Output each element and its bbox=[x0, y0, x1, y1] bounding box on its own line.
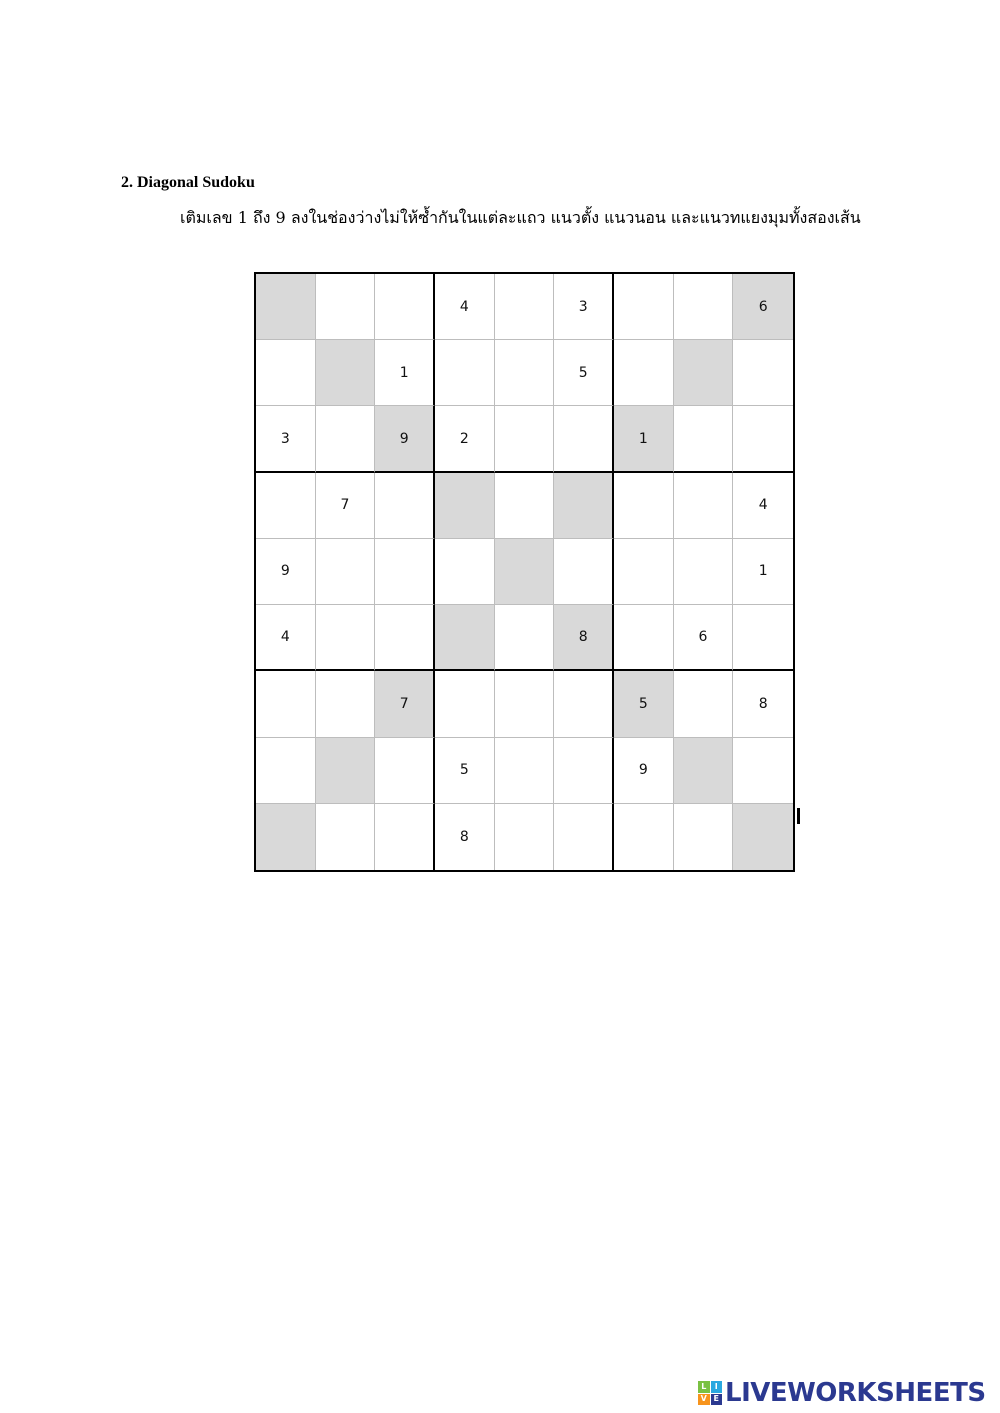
sudoku-cell-r1-c2[interactable] bbox=[316, 274, 376, 340]
sudoku-cell-r2-c8[interactable] bbox=[674, 340, 734, 406]
sudoku-cell-r5-c6[interactable] bbox=[554, 539, 614, 605]
sudoku-cell-r9-c7[interactable] bbox=[614, 804, 674, 870]
logo-mark-letter: E bbox=[711, 1394, 723, 1406]
sudoku-cell-r6-c6: 8 bbox=[554, 605, 614, 671]
sudoku-cell-r6-c8: 6 bbox=[674, 605, 734, 671]
sudoku-cell-r6-c3[interactable] bbox=[375, 605, 435, 671]
sudoku-cell-r2-c5[interactable] bbox=[495, 340, 555, 406]
sudoku-cell-r4-c2: 7 bbox=[316, 473, 376, 539]
sudoku-cell-r6-c4[interactable] bbox=[435, 605, 495, 671]
logo-mark-letter: L bbox=[698, 1381, 710, 1393]
sudoku-cell-r7-c6[interactable] bbox=[554, 671, 614, 737]
sudoku-cell-r8-c5[interactable] bbox=[495, 738, 555, 804]
sudoku-cell-r4-c8[interactable] bbox=[674, 473, 734, 539]
sudoku-cell-r9-c8[interactable] bbox=[674, 804, 734, 870]
sudoku-cell-r8-c8[interactable] bbox=[674, 738, 734, 804]
sudoku-cell-r2-c7[interactable] bbox=[614, 340, 674, 406]
sudoku-cell-r3-c8[interactable] bbox=[674, 406, 734, 472]
sudoku-cell-r9-c3[interactable] bbox=[375, 804, 435, 870]
sudoku-cell-r1-c3[interactable] bbox=[375, 274, 435, 340]
sudoku-cell-r6-c1: 4 bbox=[256, 605, 316, 671]
sudoku-cell-r1-c8[interactable] bbox=[674, 274, 734, 340]
sudoku-cell-r5-c8[interactable] bbox=[674, 539, 734, 605]
sudoku-cell-r5-c1: 9 bbox=[256, 539, 316, 605]
sudoku-cell-r3-c2[interactable] bbox=[316, 406, 376, 472]
sudoku-cell-r7-c5[interactable] bbox=[495, 671, 555, 737]
sudoku-cell-r4-c6[interactable] bbox=[554, 473, 614, 539]
sudoku-cell-r1-c9: 6 bbox=[733, 274, 793, 340]
sudoku-cell-r3-c7: 1 bbox=[614, 406, 674, 472]
sudoku-cell-r1-c4: 4 bbox=[435, 274, 495, 340]
sudoku-cell-r1-c5[interactable] bbox=[495, 274, 555, 340]
sudoku-cell-r9-c5[interactable] bbox=[495, 804, 555, 870]
text-cursor-marker bbox=[797, 808, 800, 824]
sudoku-cell-r7-c2[interactable] bbox=[316, 671, 376, 737]
sudoku-cell-r7-c7: 5 bbox=[614, 671, 674, 737]
sudoku-cell-r5-c2[interactable] bbox=[316, 539, 376, 605]
sudoku-cell-r7-c3: 7 bbox=[375, 671, 435, 737]
sudoku-grid bbox=[254, 272, 795, 872]
sudoku-cell-r2-c6: 5 bbox=[554, 340, 614, 406]
sudoku-cell-r1-c6: 3 bbox=[554, 274, 614, 340]
sudoku-cell-r2-c9[interactable] bbox=[733, 340, 793, 406]
sudoku-cell-r3-c5[interactable] bbox=[495, 406, 555, 472]
sudoku-cell-r5-c5[interactable] bbox=[495, 539, 555, 605]
sudoku-cell-r4-c5[interactable] bbox=[495, 473, 555, 539]
sudoku-cell-r7-c1[interactable] bbox=[256, 671, 316, 737]
sudoku-cell-r4-c3[interactable] bbox=[375, 473, 435, 539]
sudoku-cell-r6-c9[interactable] bbox=[733, 605, 793, 671]
sudoku-cell-r1-c1[interactable] bbox=[256, 274, 316, 340]
sudoku-cell-r9-c6[interactable] bbox=[554, 804, 614, 870]
sudoku-cell-r2-c3: 1 bbox=[375, 340, 435, 406]
logo-mark-icon bbox=[698, 1381, 722, 1405]
sudoku-cell-r6-c2[interactable] bbox=[316, 605, 376, 671]
sudoku-cell-r6-c7[interactable] bbox=[614, 605, 674, 671]
sudoku-cell-r8-c6[interactable] bbox=[554, 738, 614, 804]
sudoku-cell-r8-c2[interactable] bbox=[316, 738, 376, 804]
sudoku-cell-r3-c4: 2 bbox=[435, 406, 495, 472]
sudoku-cell-r9-c4: 8 bbox=[435, 804, 495, 870]
sudoku-cell-r5-c3[interactable] bbox=[375, 539, 435, 605]
instruction-text: เติมเลข 1 ถึง 9 ลงในช่องว่างไม่ให้ซ้ำกันในแต่ละแถว แนวตั้ง แนวนอน และแนวทแยงมุมทั้งสองเส้น bbox=[180, 208, 861, 227]
sudoku-cell-r7-c4[interactable] bbox=[435, 671, 495, 737]
sudoku-cell-r2-c4[interactable] bbox=[435, 340, 495, 406]
sudoku-cell-r4-c9: 4 bbox=[733, 473, 793, 539]
sudoku-cell-r7-c8[interactable] bbox=[674, 671, 734, 737]
sudoku-cell-r9-c1[interactable] bbox=[256, 804, 316, 870]
sudoku-cell-r5-c9: 1 bbox=[733, 539, 793, 605]
sudoku-cell-r6-c5[interactable] bbox=[495, 605, 555, 671]
sudoku-cell-r9-c9[interactable] bbox=[733, 804, 793, 870]
sudoku-cell-r3-c6[interactable] bbox=[554, 406, 614, 472]
sudoku-cell-r8-c3[interactable] bbox=[375, 738, 435, 804]
sudoku-cell-r9-c2[interactable] bbox=[316, 804, 376, 870]
liveworksheets-logo bbox=[698, 1378, 986, 1408]
sudoku-cell-r3-c1: 3 bbox=[256, 406, 316, 472]
sudoku-cell-r3-c9[interactable] bbox=[733, 406, 793, 472]
sudoku-cell-r2-c2[interactable] bbox=[316, 340, 376, 406]
logo-mark-letter: I bbox=[711, 1381, 723, 1393]
sudoku-cell-r8-c1[interactable] bbox=[256, 738, 316, 804]
exercise-heading: 2. Diagonal Sudoku bbox=[121, 174, 255, 191]
sudoku-cell-r2-c1[interactable] bbox=[256, 340, 316, 406]
logo-text: LIVEWORKSHEETS bbox=[725, 1378, 986, 1408]
sudoku-cell-r3-c3: 9 bbox=[375, 406, 435, 472]
sudoku-cell-r8-c4: 5 bbox=[435, 738, 495, 804]
sudoku-cell-r1-c7[interactable] bbox=[614, 274, 674, 340]
sudoku-cell-r8-c9[interactable] bbox=[733, 738, 793, 804]
sudoku-cell-r7-c9: 8 bbox=[733, 671, 793, 737]
sudoku-cell-r4-c1[interactable] bbox=[256, 473, 316, 539]
sudoku-cell-r4-c7[interactable] bbox=[614, 473, 674, 539]
sudoku-cell-r4-c4[interactable] bbox=[435, 473, 495, 539]
logo-mark-letter: V bbox=[698, 1394, 710, 1406]
sudoku-cell-r8-c7: 9 bbox=[614, 738, 674, 804]
sudoku-cell-r5-c4[interactable] bbox=[435, 539, 495, 605]
sudoku-cell-r5-c7[interactable] bbox=[614, 539, 674, 605]
